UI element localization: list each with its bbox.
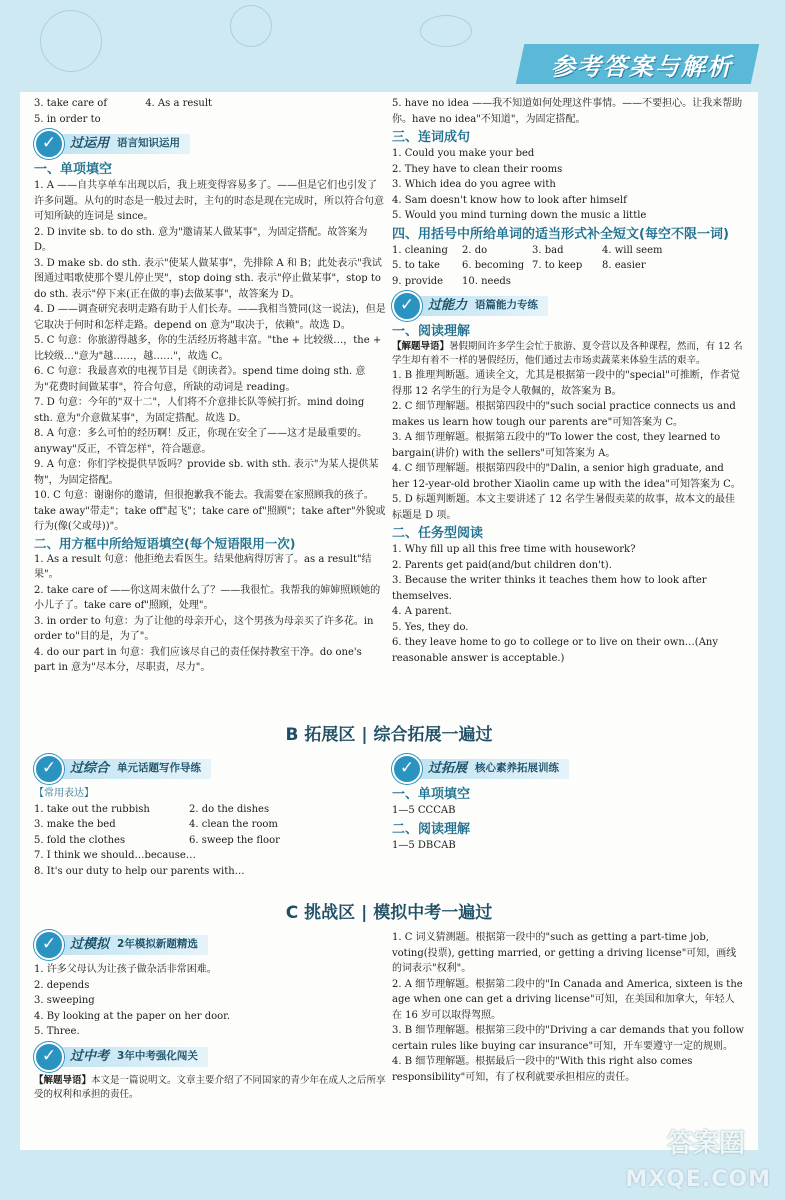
mn-item-3: 3. sweeping: [34, 995, 95, 1006]
dyk-item-2: 2. take care of ——你这周末做什么了？——我很忙。我帮我的婶婶照顾她的小儿子了。take care of"照顾，处理"。: [34, 584, 381, 611]
tz-title-1: 一、单项填空: [392, 787, 471, 802]
zk-item-2: 2. A 细节理解题。根据第二段中的"In Canada and America, sixteen is the age when one can get a driving license"可知，在美国和加拿大，年轻人在 16 岁可以取得驾照。: [392, 978, 743, 1021]
content-area: [20, 92, 758, 1150]
cyb-head: 【常用表达】: [34, 788, 94, 799]
section-lcc-title: 三、连词成句: [392, 130, 471, 145]
lcc-item-1: 1. Could you make your bed: [392, 148, 535, 159]
lcc-item-5: 5. Would you mind turning down the music a little: [392, 210, 647, 221]
cyb-answers: [34, 802, 386, 849]
bq-item-10: 10. needs: [462, 275, 511, 287]
watermark-url: MXQE.COM: [625, 1167, 771, 1192]
badge-zhongkao: [34, 1044, 386, 1070]
ydlj-item-3: 3. A 细节理解题。根据第五段中的"To lower the cost, they learned to bargain(讲价) with the sellers"可知答案为 A。: [392, 432, 721, 459]
section-ydlj-title: 一、阅读理解: [392, 324, 471, 339]
check-icon: ✓: [34, 930, 64, 960]
zk-guide-label: 【解题导语】: [34, 1074, 92, 1086]
left-top-3: 3. take care of: [34, 98, 108, 109]
check-icon: ✓: [392, 291, 422, 321]
zk-item-1: 1. C 词义猜测题。根据第一段中的"such as getting a part-time job, voting(投票), getting married, or getting a driving license"可知，画线的词表示"权利"。: [392, 932, 737, 974]
check-icon: ✓: [34, 129, 64, 159]
dyk-item-4: 4. do our part in 句意：我们应该尽自己的责任保持教室干净。do one's part in 意为"尽本分，尽职责，尽力"。: [34, 646, 362, 673]
badge-zhongkao-sub: 3年中考强化闯关: [117, 1049, 198, 1062]
tz-title-2: 二、阅读理解: [392, 821, 471, 837]
divider-c: C 挑战区 | 模拟中考一遍过: [285, 903, 493, 923]
badge-nengli-sub: 语篇能力专练: [475, 299, 539, 312]
zk-item-3: 3. B 细节理解题。根据第三段中的"Driving a car demands that you follow certain rules like buying car insurance"可知，开车要遵守一定的规则。: [392, 1025, 744, 1052]
section-bq-title: 四、用括号中所给单词的适当形式补全短文(每空不限一词): [392, 226, 729, 242]
ydlj-guide-label: 【解题导语】: [392, 341, 450, 352]
mn-item-2: 2. depends: [34, 979, 90, 991]
bq-item-4: 4. will seem: [602, 244, 663, 256]
dxtk-item-3: 3. D make sb. do sth. 表示"使某人做某事"，先排除 A 和 B；此处表示"我试图通过唱歌使那个婴儿停止哭"，stop doing sth. 表示"停止做某事"，stop to do sth. 表示"停下来(正在做的事)去做某事"，故答案为 D。: [34, 257, 382, 300]
left-top-4: 4. As a result: [145, 98, 213, 109]
bq-item-5: 5. to take: [392, 260, 440, 271]
zk-item-4: 4. B 细节理解题。根据最后一段中的"With this right also comes responsibility"可知，有了权利就要承担相应的责任。: [392, 1056, 693, 1083]
cyb-item-4: 4. clean the room: [189, 819, 278, 830]
lcc-item-2: 2. They have to clean their rooms: [392, 163, 563, 175]
watermark-logo: 答案圈: [666, 1129, 745, 1159]
dxtk-item-10: 10. C 句意：谢谢你的邀请，但很抱歉我不能去。我需要在家照顾我的孩子。take away"带走"；take off"起飞"；take care of"照顾"；take after"外貌或行为(像(父或母))"。: [34, 490, 386, 532]
tz-answer-1: 1—5 CCCAB: [392, 805, 456, 816]
ydlj-item-1: 1. B 推理判断题。通读全文，尤其是根据第一段中的"special"可推断，作者觉得那 12 名学生的行为是令人敬佩的，故答案为 B。: [392, 370, 740, 397]
section-rwx-title: 二、任务型阅读: [392, 526, 484, 541]
ydlj-item-4: 4. C 细节理解题。根据第四段中的"Dalin, a senior high graduate, and her 12-year-old brother Xiaolin came up with the idea"可知答案为 C。: [392, 463, 741, 490]
badge-zonghe-main: 过综合: [70, 761, 110, 777]
badge-yunyong-sub: 语言知识运用: [117, 137, 181, 150]
lcc-item-3: 3. Which idea do you agree with: [392, 179, 556, 190]
divider-b: B 拓展区 | 综合拓展一遍过: [285, 725, 493, 745]
bq-item-6: 6. becoming: [462, 260, 525, 271]
cyb-item-8: 8. It's our duty to help our parents with…: [34, 865, 245, 877]
ydlj-guide: [392, 340, 744, 368]
right-column-c: [392, 930, 744, 1085]
dxtk-item-7: 7. D 句意：今年的"双十二"，人们将不介意排长队等候打折。mind doing sth. 意为"介意做某事"，为固定搭配。故选 D。: [34, 397, 365, 424]
badge-zonghe: [34, 756, 386, 782]
bq-item-8: 8. easier: [602, 260, 646, 271]
dxtk-item-8: 8. A 句意：多么可怕的经历啊！反正，你现在安全了——这才是最重要的。anyway"反正，不管怎样"，符合题意。: [34, 428, 368, 455]
cyb-item-2: 2. do the dishes: [189, 803, 270, 815]
left-column-a: [34, 96, 386, 676]
left-top-5: 5. in order to: [34, 113, 101, 125]
dxtk-item-9: 9. A 句意：你们学校提供早饭吗？provide sb. with sth. 表示"为某人提供某物"，为固定搭配。: [34, 459, 379, 486]
right-column-b: [392, 752, 744, 853]
badge-tuozhan: [392, 756, 744, 782]
cyb-item-1: 1. take out the rubbish: [34, 803, 150, 815]
doodle-icon: [420, 15, 472, 47]
left-column-c: [34, 928, 386, 1102]
section-dxtk-title: 一、单项填空: [34, 162, 113, 177]
right-column-a: [392, 96, 744, 666]
tz-answer-2: 1—5 DBCAB: [392, 839, 456, 851]
page-title: 参考答案与解析: [551, 53, 733, 81]
rwx-item-5: 5. Yes, they do.: [392, 621, 469, 633]
mn-item-5: 5. Three.: [34, 1026, 80, 1037]
badge-yunyong: [34, 131, 386, 157]
bq-item-9: 9. provide: [392, 275, 444, 287]
badge-moni-main: 过模拟: [70, 937, 110, 953]
bq-item-1: 1. cleaning: [392, 244, 448, 256]
mn-item-4: 4. By looking at the paper on her door.: [34, 1010, 231, 1022]
check-icon: ✓: [34, 1042, 64, 1072]
right-top-5: 5. have no idea ——我不知道如何处理这件事情。——不要担心。让我来帮助你。have no idea"不知道"，为固定搭配。: [392, 98, 743, 125]
badge-zhongkao-main: 过中考: [70, 1048, 110, 1064]
rwx-item-2: 2. Parents get paid(and/but children don't).: [392, 559, 612, 571]
zk-guide: [34, 1074, 386, 1102]
zk-guide-text: 本文是一篇说明文。文章主要介绍了不同国家的青少年在成人之后所享受的权利和承担的责任。: [34, 1074, 386, 1100]
dyk-item-1: 1. As a result 句意：他拒绝去看医生。结果他病得厉害了。as a result"结果"。: [34, 553, 372, 580]
badge-tuozhan-sub: 核心素养拓展训练: [475, 762, 560, 775]
left-column-b: [34, 752, 386, 879]
rwx-item-3: 3. Because the writer thinks it teaches them how to look after themselves.: [392, 575, 707, 602]
doodle-icon: [230, 5, 272, 47]
cyb-item-3: 3. make the bed: [34, 819, 116, 830]
dyk-item-3: 3. in order to 句意：为了让他的母亲开心，这个男孩为母亲买了许多花。in order to"目的是，为了"。: [34, 615, 374, 642]
cyb-item-5: 5. fold the clothes: [34, 834, 126, 846]
rwx-item-4: 4. A parent.: [392, 606, 452, 617]
section-dyk-title: 二、用方框中所给短语填空(每个短语限用一次): [34, 535, 296, 551]
rwx-item-6: 6. they leave home to go to college or to live on their own…(Any reasonable answer is acceptable.): [392, 637, 719, 664]
badge-yunyong-main: 过运用: [70, 136, 110, 152]
ydlj-item-2: 2. C 细节理解题。根据第四段中的"such social practice connects us and makes us learn how tough our parents are"可知答案为 C。: [392, 401, 736, 428]
dxtk-item-2: 2. D invite sb. to do sth. 意为"邀请某人做某事"，为固定搭配。故答案为 D。: [34, 226, 368, 253]
check-icon: ✓: [392, 754, 422, 784]
badge-nengli-main: 过能力: [428, 298, 468, 314]
dxtk-item-5: 5. C 句意：你旅游得越多，你的生活经历将越丰富。"the + 比较级…，the + 比较级…"意为"越……，越……"，故选 C。: [34, 335, 382, 362]
badge-zonghe-sub: 单元话题写作导练: [117, 762, 202, 775]
cyb-item-6: 6. sweep the floor: [189, 834, 280, 846]
badge-nengli: [392, 293, 744, 319]
rwx-item-1: 1. Why fill up all this free time with housework?: [392, 544, 636, 555]
cyb-item-7: 7. I think we should…because…: [34, 850, 196, 861]
badge-moni-sub: 2年模拟新题精选: [117, 938, 198, 951]
doodle-icon: [40, 10, 102, 72]
badge-tuozhan-main: 过拓展: [428, 761, 468, 777]
mn-item-1: 1. 许多父母认为让孩子做杂活非常困难。: [34, 964, 217, 975]
lcc-item-4: 4. Sam doesn't know how to look after himself: [392, 194, 627, 206]
check-icon: ✓: [34, 754, 64, 784]
dxtk-item-6: 6. C 句意：我最喜欢的电视节目是《朗读者》。spend time doing sth. 意为"花费时间做某事"，符合句意，所缺的动词是 reading。: [34, 366, 366, 393]
bq-item-7: 7. to keep: [532, 260, 583, 271]
dxtk-item-4: 4. D ——调查研究表明走路有助于人们长寿。——我相当赞同(这一说法)，但是它取决于何时和怎样走路。depend on 意为"取决于，依赖"。故选 D。: [34, 304, 386, 331]
bq-item-2: 2. do: [462, 244, 488, 256]
badge-moni: [34, 932, 386, 958]
ydlj-item-5: 5. D 标题判断题。本文主要讲述了 12 名学生暑假卖菜的故事，故本文的最佳标题是 D 项。: [392, 494, 735, 521]
dxtk-item-1: 1. A ——自共享单车出现以后，我上班变得容易多了。——但是它们也引发了许多问题。从句的时态是一般过去时，主句的时态是现在完成时，所以符合句意可知所缺的连词是 since。: [34, 180, 384, 222]
bq-item-3: 3. bad: [532, 244, 564, 256]
bq-answers: [392, 243, 744, 290]
ydlj-guide-text: 暑假期间许多学生会忙于旅游、夏令营以及各种课程，然而，有 12 名学生却有着不一样的暑假经历，他们通过去市场卖蔬菜来体验生活的艰辛。: [392, 341, 743, 366]
